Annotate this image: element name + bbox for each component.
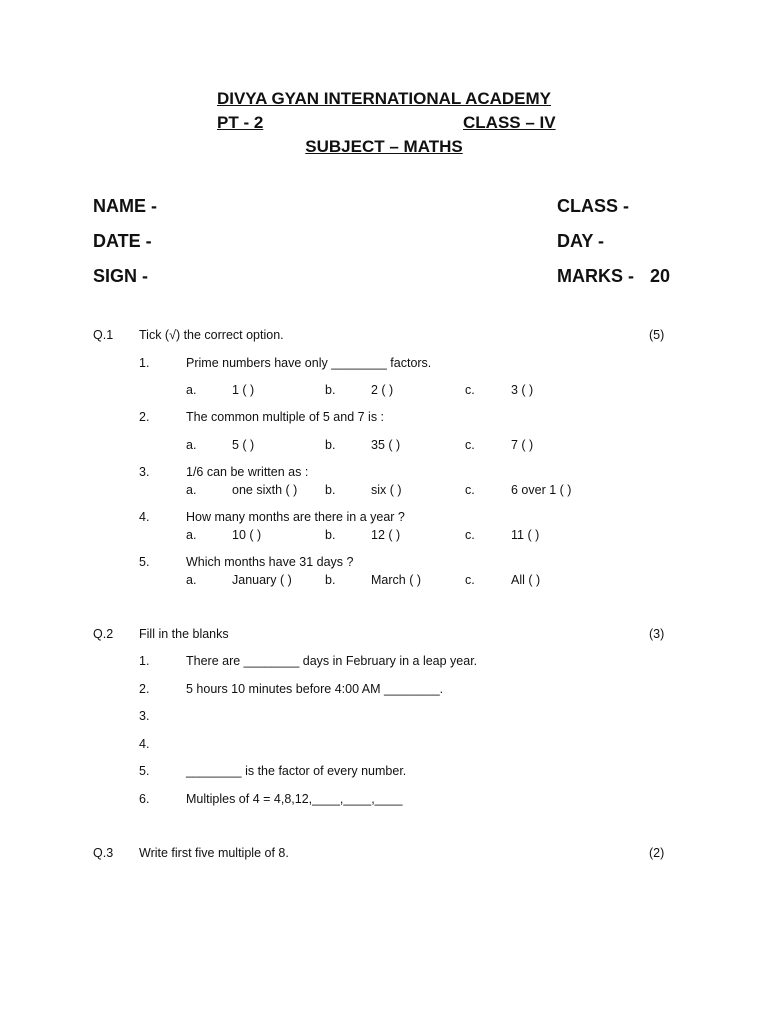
option-value[interactable]: 2 ( ) — [371, 383, 394, 397]
q2-item-number: 2. — [139, 682, 150, 696]
q1-item-number: 3. — [139, 465, 150, 479]
marks-label: MARKS - — [557, 266, 634, 286]
option-label: c. — [465, 483, 475, 497]
q2-item-number: 1. — [139, 654, 150, 668]
q1-item-number: 2. — [139, 410, 150, 424]
q1-item-text: Which months have 31 days ? — [186, 555, 354, 569]
class-title: CLASS – IV — [463, 113, 556, 132]
option-label: a. — [186, 483, 197, 497]
q1-item-text: 1/6 can be written as : — [186, 465, 309, 479]
q2-item-text: 5 hours 10 minutes before 4:00 AM ________. — [186, 682, 444, 696]
q1-item-number: 5. — [139, 555, 150, 569]
q1-marks: (5) — [649, 328, 665, 342]
q2-marks: (3) — [649, 627, 665, 641]
option-value[interactable]: 10 ( ) — [232, 528, 262, 542]
option-label: c. — [465, 438, 475, 452]
option-value[interactable]: 1 ( ) — [232, 383, 255, 397]
option-value[interactable]: 5 ( ) — [232, 438, 255, 452]
option-label: b. — [325, 438, 336, 452]
option-value[interactable]: six ( ) — [371, 483, 402, 497]
q2-item-text: Multiples of 4 = 4,8,12,____,____,____ — [186, 792, 403, 806]
q1-item-number: 4. — [139, 510, 150, 524]
option-value[interactable]: 7 ( ) — [511, 438, 534, 452]
option-value[interactable]: 6 over 1 ( ) — [511, 483, 572, 497]
sign-field: SIGN - — [93, 266, 149, 286]
q2-item-text: ________ is the factor of every number. — [186, 764, 407, 778]
q1-item-text: Prime numbers have only ________ factors. — [186, 356, 432, 370]
q1-number: Q.1 — [93, 328, 114, 342]
option-label: c. — [465, 573, 475, 587]
q2-item-number: 3. — [139, 709, 150, 723]
q3-number: Q.3 — [93, 846, 114, 860]
q2-item-text: There are ________ days in February in a leap year. — [186, 654, 478, 668]
option-value[interactable]: January ( ) — [232, 573, 292, 587]
option-label: b. — [325, 483, 336, 497]
q1-item-text: How many months are there in a year ? — [186, 510, 405, 524]
option-label: b. — [325, 573, 336, 587]
option-value[interactable]: 3 ( ) — [511, 383, 534, 397]
subject-title: SUBJECT – MATHS — [305, 137, 463, 156]
q2-number: Q.2 — [93, 627, 114, 641]
q3-title: Write first five multiple of 8. — [139, 846, 289, 860]
q2-item-number: 6. — [139, 792, 150, 806]
option-label: a. — [186, 438, 197, 452]
q1-item-text: The common multiple of 5 and 7 is : — [186, 410, 385, 424]
option-value[interactable]: 11 ( ) — [511, 528, 540, 542]
q2-item-number: 5. — [139, 764, 150, 778]
option-label: a. — [186, 383, 197, 397]
day-field: DAY - — [557, 231, 605, 251]
option-label: b. — [325, 383, 336, 397]
name-field: NAME - — [93, 196, 157, 216]
q3-marks: (2) — [649, 846, 665, 860]
date-field: DATE - — [93, 231, 152, 251]
q1-title: Tick (√) the correct option. — [139, 328, 284, 342]
option-value[interactable]: 35 ( ) — [371, 438, 401, 452]
option-value[interactable]: All ( ) — [511, 573, 541, 587]
option-label: b. — [325, 528, 336, 542]
option-value[interactable]: March ( ) — [371, 573, 421, 587]
option-value[interactable]: one sixth ( ) — [232, 483, 298, 497]
option-label: a. — [186, 573, 197, 587]
option-value[interactable]: 12 ( ) — [371, 528, 401, 542]
class-field: CLASS - — [557, 196, 629, 216]
option-label: a. — [186, 528, 197, 542]
test-name: PT - 2 — [217, 113, 264, 132]
q2-item-number: 4. — [139, 737, 150, 751]
school-name: DIVYA GYAN INTERNATIONAL ACADEMY — [216, 89, 552, 108]
q2-title: Fill in the blanks — [139, 627, 229, 641]
option-label: c. — [465, 383, 475, 397]
option-label: c. — [465, 528, 475, 542]
marks-value: 20 — [650, 266, 671, 286]
q1-item-number: 1. — [139, 356, 150, 370]
